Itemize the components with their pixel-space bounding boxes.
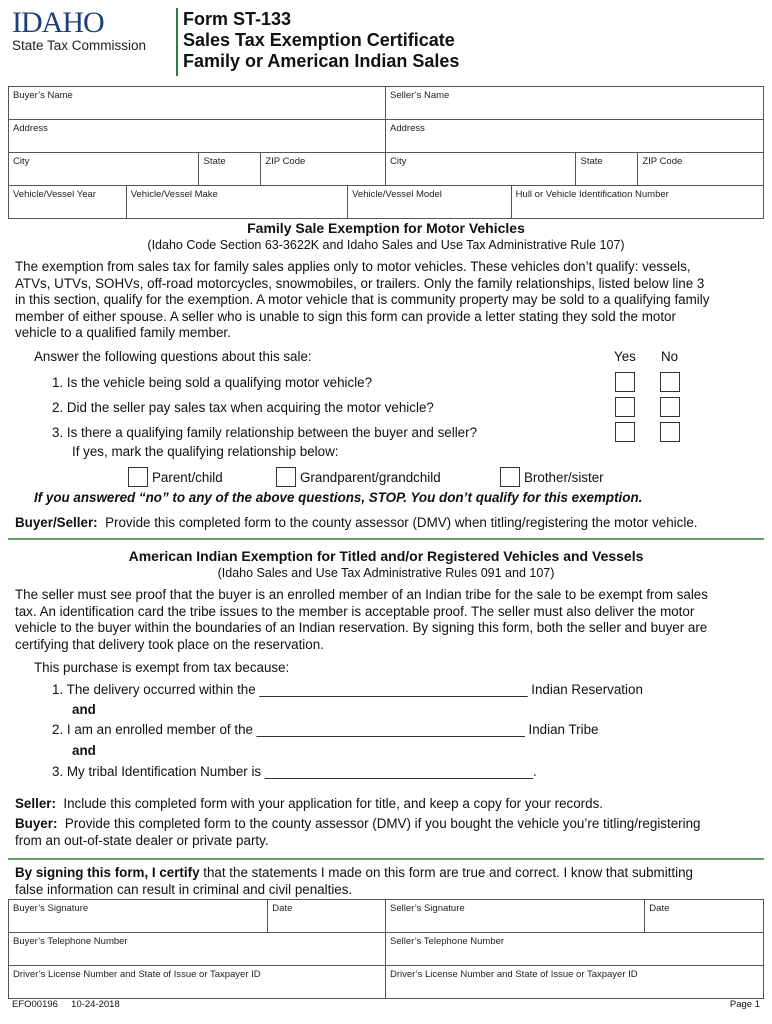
seller-state-field[interactable] (576, 153, 638, 185)
buyer-text-cont: from an out-of-state dealer or private party. (15, 832, 269, 848)
certify-statement (15, 865, 760, 898)
vehicle-year-field[interactable] (9, 186, 127, 218)
family-para-line: vehicle to a qualified family member. (15, 325, 231, 340)
grandparent-label: Grandparent/grandchild (300, 470, 441, 485)
seller-signature-field[interactable] (386, 900, 645, 932)
buyer-name-field[interactable] (9, 87, 386, 119)
page-number: Page 1 (729, 999, 760, 1010)
buyer-zip-field[interactable] (261, 153, 386, 185)
seller-date-label: Date (649, 903, 670, 914)
form-revision-date: 10-24-2018 (71, 999, 120, 1010)
form-titles (183, 9, 459, 72)
form-title-line1: Sales Tax Exemption Certificate (183, 30, 455, 50)
hull-vin-label: Hull or Vehicle Identification Number (515, 189, 669, 200)
q3-yes-checkbox[interactable] (615, 422, 635, 442)
certify-text: that the statements I made on this form are true and correct. I know that submitting (199, 865, 693, 880)
seller-address-field[interactable] (386, 120, 763, 152)
buyer-city-field[interactable] (9, 153, 199, 185)
idaho-logo (12, 8, 174, 53)
no-column-label: No (661, 349, 679, 364)
seller-date-field[interactable] (645, 900, 763, 932)
buyer-phone-label: Buyer’s Telephone Number (13, 936, 128, 947)
vehicle-make-label: Vehicle/Vessel Make (130, 189, 218, 200)
q1-no-checkbox[interactable] (660, 372, 680, 392)
vehicle-make-field[interactable] (127, 186, 348, 218)
seller-address-label: Address (390, 123, 425, 134)
q2-yes-checkbox[interactable] (615, 397, 635, 417)
q2-no-checkbox[interactable] (660, 397, 680, 417)
buyer-text: Provide this completed form to the county assessor (DMV) if you bought the vehicle you’re titling/registering (64, 816, 701, 831)
form-code-number: EFO00196 (12, 999, 58, 1010)
buyer-state-field[interactable] (199, 153, 261, 185)
family-para-line: ATVs, UTVs, SOHVs, off-road motorcycles, snowmobiles, or trailers. Only the family relationships, listed below line 3 (15, 275, 705, 291)
seller-name-field[interactable] (386, 87, 763, 119)
buyer-label: Buyer: (15, 816, 58, 831)
vehicle-year-label: Vehicle/Vessel Year (13, 189, 96, 200)
question-2: 2. Did the seller pay sales tax when acquiring the motor vehicle? (52, 400, 434, 415)
and-connector-2: and (72, 743, 96, 758)
seller-state-label: State (580, 156, 603, 167)
tribal-id-line[interactable]: 3. My tribal Identification Number is ____________________________________. (52, 764, 537, 779)
buyer-seller-instruction (15, 515, 698, 530)
vehicle-model-field[interactable] (348, 186, 512, 218)
buyer-address-label: Address (13, 123, 48, 134)
seller-dl-label: Driver’s License Number and State of Issue or Taxpayer ID (390, 969, 638, 980)
section-divider (8, 538, 764, 540)
buyer-date-field[interactable] (268, 900, 386, 932)
family-paragraph (15, 259, 760, 342)
q1-yes-checkbox[interactable] (615, 372, 635, 392)
tribe-line[interactable]: 2. I am an enrolled member of the ____________________________________ Indian Tribe (52, 722, 599, 737)
signature-grid (8, 899, 764, 999)
yes-column-label: Yes (614, 349, 636, 364)
certify-text-cont: false information can result in criminal and civil penalties. (15, 881, 353, 897)
buyer-seller-label: Buyer/Seller: (15, 515, 98, 530)
buyer-dl-field[interactable] (9, 966, 386, 998)
seller-label: Seller: (15, 796, 56, 811)
parent-child-label: Parent/child (152, 470, 223, 485)
buyer-address-field[interactable] (9, 120, 386, 152)
certify-bold: By signing this form, I certify (15, 865, 200, 880)
answer-prompt: Answer the following questions about this sale: (34, 349, 312, 364)
buyer-signature-field[interactable] (9, 900, 268, 932)
question-1: 1. Is the vehicle being sold a qualifying motor vehicle? (52, 375, 373, 390)
reservation-line[interactable]: 1. The delivery occurred within the ____________________________________ Indian Reservation (52, 682, 643, 697)
sibling-checkbox[interactable] (500, 467, 520, 487)
form-code (12, 999, 120, 1010)
form-title-line2: Family or American Indian Sales (183, 51, 460, 71)
seller-signature-label: Seller’s Signature (390, 903, 465, 914)
buyer-signature-label: Buyer’s Signature (13, 903, 89, 914)
parent-child-checkbox[interactable] (128, 467, 148, 487)
vehicle-model-label: Vehicle/Vessel Model (352, 189, 442, 200)
family-para-line: The exemption from sales tax for family sales applies only to motor vehicles. These vehicles don’t qualify: vessels, (15, 259, 691, 274)
seller-phone-label: Seller’s Telephone Number (390, 936, 505, 947)
form-header (0, 0, 772, 80)
logo-subtitle: State Tax Commission (12, 38, 147, 53)
buyer-dl-label: Driver’s License Number and State of Issue or Taxpayer ID (13, 969, 261, 980)
seller-text: Include this completed form with your application for title, and keep a copy for your records. (63, 796, 604, 811)
indian-section-title: American Indian Exemption for Titled and/or Registered Vehicles and Vessels (128, 548, 644, 564)
buyer-phone-field[interactable] (9, 933, 386, 965)
form-number: Form ST-133 (183, 9, 292, 29)
seller-phone-field[interactable] (386, 933, 763, 965)
family-para-line: member of either spouse. A seller who is unable to sign this form can provide a letter stating they sold the motor (15, 308, 676, 324)
header-divider (176, 8, 178, 76)
indian-para-line: certifying that delivery took place on the reservation. (15, 636, 324, 652)
logo-word: IDAHO (12, 6, 104, 39)
sibling-label: Brother/sister (524, 470, 604, 485)
indian-paragraph (15, 587, 760, 653)
question-3-sub: If yes, mark the qualifying relationship below: (72, 444, 339, 459)
buyer-city-label: City (13, 156, 30, 167)
indian-section-subtitle: (Idaho Sales and Use Tax Administrative Rules 091 and 107) (217, 566, 555, 580)
indian-para-line: vehicle to the buyer within the boundaries of an Indian reservation. By signing this form, both the seller and buyer are (15, 620, 708, 635)
buyer-date-label: Date (272, 903, 293, 914)
hull-vin-field[interactable] (512, 186, 763, 218)
indian-para-line: tax. An identification card the tribe issues to the member is acceptable proof. The seller must also deliver the motor (15, 603, 695, 619)
seller-zip-label: ZIP Code (642, 156, 683, 167)
buyer-seller-grid (8, 86, 764, 219)
section-divider (8, 858, 764, 860)
buyer-state-label: State (203, 156, 226, 167)
family-section-subtitle: (Idaho Code Section 63-3622K and Idaho Sales and Use Tax Administrative Rule 107) (147, 238, 625, 252)
seller-city-label: City (390, 156, 407, 167)
question-3: 3. Is there a qualifying family relationship between the buyer and seller? (52, 425, 478, 440)
stop-note: If you answered “no” to any of the above questions, STOP. You don’t qualify for this exemption. (34, 490, 643, 505)
family-section-title: Family Sale Exemption for Motor Vehicles (247, 220, 525, 236)
buyer-name-label: Buyer’s Name (13, 90, 73, 101)
exempt-prompt: This purchase is exempt from tax because: (34, 660, 290, 675)
seller-name-label: Seller’s Name (390, 90, 450, 101)
family-para-line: in this section, qualify for the exemption. A motor vehicle that is community property may be sold to a qualifying family (15, 292, 710, 307)
seller-instruction (15, 796, 603, 811)
buyer-instruction (15, 816, 760, 849)
seller-dl-field[interactable] (386, 966, 763, 998)
q3-no-checkbox[interactable] (660, 422, 680, 442)
buyer-zip-label: ZIP Code (265, 156, 306, 167)
and-connector-1: and (72, 702, 96, 717)
indian-para-line: The seller must see proof that the buyer is an enrolled member of an Indian tribe for the sale to be exempt from sales (15, 587, 708, 602)
buyer-seller-text: Provide this completed form to the county assessor (DMV) when titling/registering the motor vehicle. (105, 515, 698, 530)
seller-zip-field[interactable] (638, 153, 763, 185)
seller-city-field[interactable] (386, 153, 576, 185)
grandparent-checkbox[interactable] (276, 467, 296, 487)
